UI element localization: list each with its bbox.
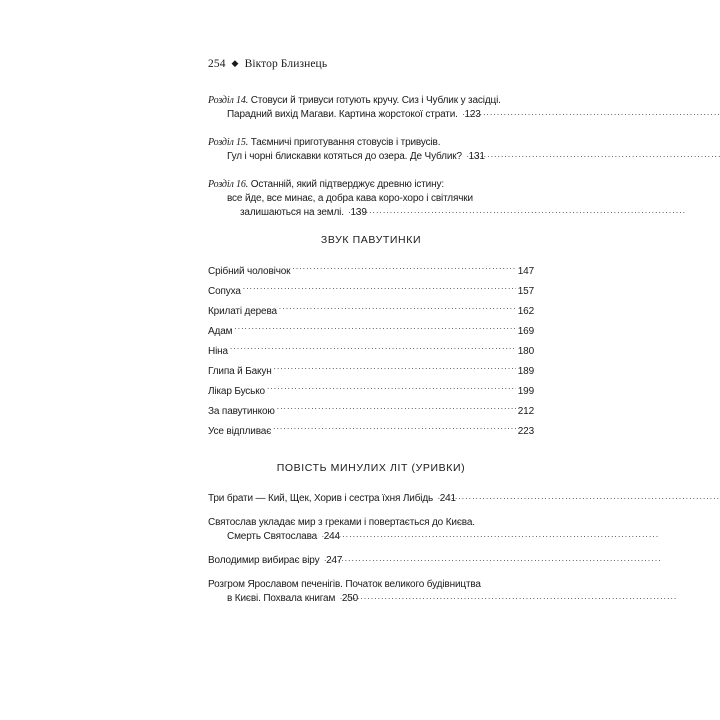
toc-entry[interactable] (208, 178, 534, 220)
chapter-label: Розділ 15. (208, 137, 249, 148)
leader-dots (273, 424, 516, 434)
page-ref: 157 (517, 286, 534, 297)
toc-entry[interactable] (208, 492, 534, 506)
item-title: За павутинкою (208, 406, 275, 417)
entry-line: Розгром Ярославом печенігів. Початок великого будівництва (208, 579, 481, 590)
page-ref: 147 (517, 266, 534, 277)
toc-entry[interactable] (208, 136, 534, 164)
section-title: ЗВУК ПАВУТИНКИ (320, 234, 422, 246)
page-ref: 244 (323, 531, 340, 542)
entry-line: Володимир вибирає віру (208, 555, 320, 566)
toc-item[interactable] (208, 264, 534, 284)
leader-dots (279, 304, 516, 314)
entry-line: Парадний вихід Магави. Картина жорстокої страти. (227, 109, 458, 120)
toc-part-chapters (208, 94, 534, 220)
page-ref: 139 (350, 207, 367, 218)
toc-item[interactable] (208, 424, 534, 444)
page-number: 254 (208, 58, 226, 70)
leader-dots (274, 364, 516, 374)
toc-item[interactable] (208, 384, 534, 404)
page-ref: 247 (326, 555, 343, 566)
item-title: Срібний чоловічок (208, 266, 291, 277)
entry-line: все йде, все минає, а добра кава коро-хоро і світлячки (227, 193, 473, 204)
toc-item[interactable] (208, 364, 534, 384)
item-title: Сопуха (208, 286, 241, 297)
item-title: Ніна (208, 346, 228, 357)
entry-line: Таємничі приготування стовусів і тривусів. (250, 137, 441, 148)
toc-item[interactable] (208, 304, 534, 324)
chapter-label: Розділ 14. (208, 95, 249, 106)
author-name: Віктор Близнець (244, 58, 328, 70)
toc-part-stories (208, 264, 534, 444)
toc-part-chronicle (208, 492, 534, 606)
item-title: Глипа й Бакун (208, 366, 272, 377)
book-page (208, 58, 534, 620)
leader-dots (292, 264, 515, 274)
leader-dots (277, 404, 516, 414)
toc-entry[interactable] (208, 554, 534, 568)
page-ref: 250 (341, 593, 359, 604)
toc-entry[interactable] (208, 578, 534, 606)
page-ref: 169 (517, 326, 534, 337)
page-ref: 223 (517, 426, 534, 437)
toc-entry[interactable] (208, 516, 534, 544)
toc-item[interactable] (208, 324, 534, 344)
item-title: Лікар Бусько (208, 386, 265, 397)
page-ref: 212 (517, 406, 534, 417)
entry-line: Останній, який підтверджує древню істину: (250, 179, 444, 190)
page-ref: 199 (517, 386, 534, 397)
page-ref: 123 (464, 109, 481, 120)
toc-item[interactable] (208, 284, 534, 304)
leader-dots (267, 384, 516, 394)
page-ref: 241 (439, 493, 456, 504)
page-ref: 131 (468, 151, 485, 162)
running-header (208, 58, 534, 70)
entry-line: Смерть Святослава (227, 531, 318, 542)
page-ref: 162 (517, 306, 534, 317)
entry-line: Святослав укладає мир з греками і повертається до Києва. (208, 517, 475, 528)
item-title: Крилаті дерева (208, 306, 277, 317)
page-ref: 189 (517, 366, 534, 377)
item-title: Усе відпливає (208, 426, 272, 437)
toc-entry[interactable] (208, 94, 534, 122)
item-title: Адам (208, 326, 233, 337)
entry-line: Гул і чорні блискавки котяться до озера. Де Чублик? (227, 151, 462, 162)
leader-dots (234, 324, 515, 334)
chapter-label: Розділ 16. (208, 179, 249, 190)
entry-line: Три брати — Кий, Щек, Хорив і сестра їхня Либідь (208, 493, 434, 504)
diamond-separator-icon: ◆ (231, 58, 239, 68)
entry-line: Стовуси й тривуси готують кручу. Сиз і Чублик у засідці. (250, 95, 501, 106)
toc-item[interactable] (208, 404, 534, 424)
toc-item[interactable] (208, 344, 534, 364)
section-title: ПОВІСТЬ МИНУЛИХ ЛІТ (УРИВКИ) (276, 462, 466, 474)
leader-dots (243, 284, 516, 294)
entry-line: в Києві. Похвала книгам (227, 593, 336, 604)
leader-dots (230, 344, 516, 354)
page-ref: 180 (517, 346, 534, 357)
entry-line: залишаються на землі. (240, 207, 344, 218)
